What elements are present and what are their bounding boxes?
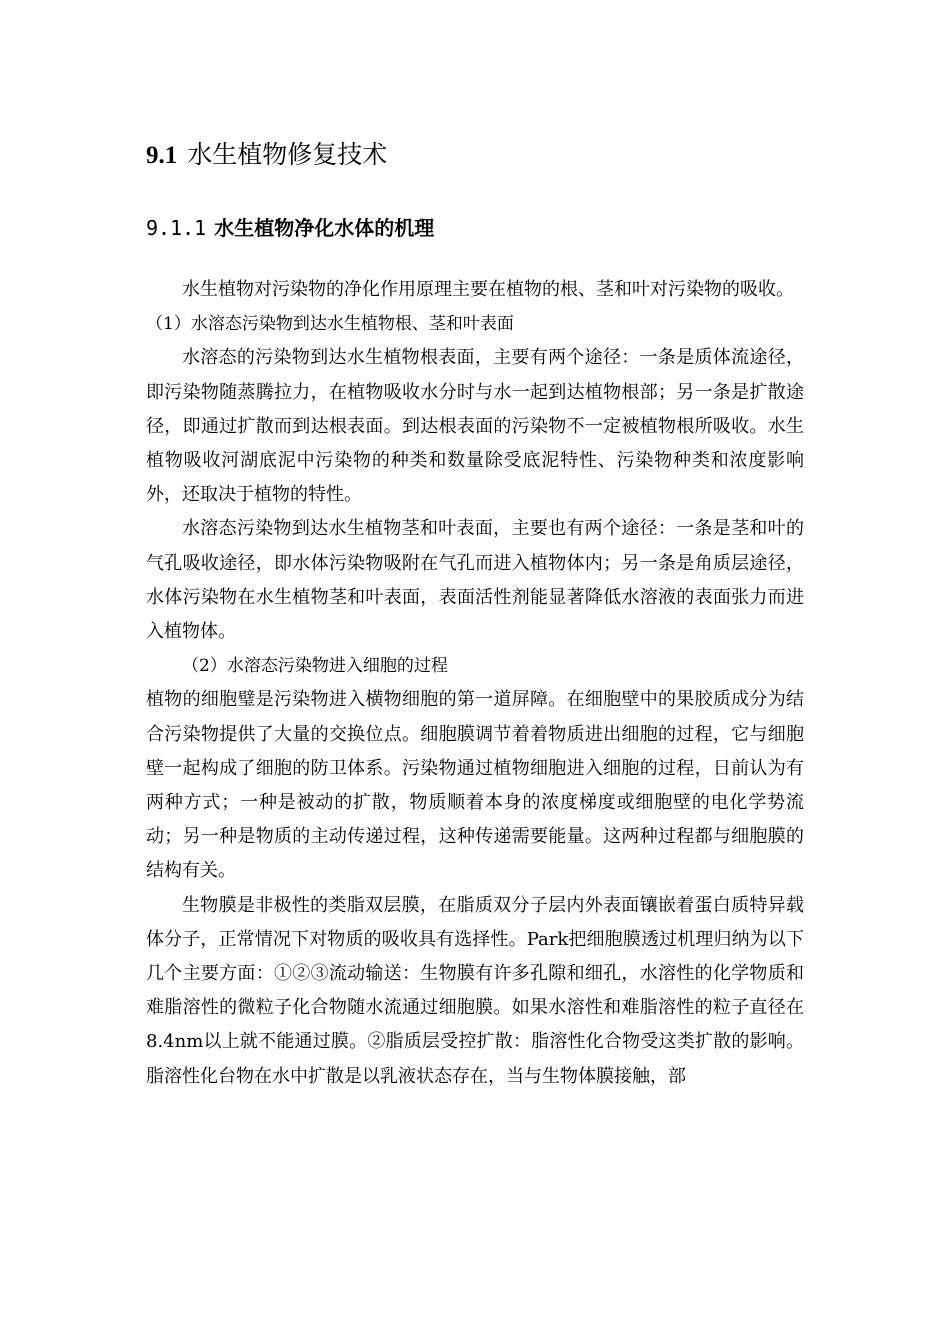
paragraph-root-surface: 水溶态的污染物到达水生植物根表面，主要有两个途径：一条是质体流途径，即污染物随蒸腾拉力，在植物吸收水分时与水一起到达植物根部；另一条是扩散途径，即通过扩散而到达根表面。到达根表面的污染物不一定被植物根所吸收。水生植物吸收河湖底泥中污染物的种类和数量除受底泥特性、污染物种类和浓度影响外，还取决于植物的特性。 <box>146 347 804 506</box>
subheading-2: （2）水溶态污染物进入细胞的过程 <box>182 656 448 677</box>
subsection-heading <box>146 213 434 243</box>
paragraph-cell-wall: 植物的细胞璧是污染物进入横物细胞的第一道屏障。在细胞壁中的果胶质成分为结合污染物提供了大量的交换位点。细胞膜调节着着物质进出细胞的过程，它与细胞壁一起构成了细胞的防卫体系。污染物通过植物细胞进入细胞的过程，日前认为有两种方式；一种是被动的扩散，物质顺着本身的浓度梯度或细胞壁的电化学势流动；另一种是物质的主动传递过程，这种传递需要能量。这两种过程都与细胞膜的结构有关。 <box>146 689 804 882</box>
paragraph-intro: 水生植物对污染物的净化作用原理主要在植物的根、茎和叶对污染物的吸收。 <box>182 279 794 300</box>
paragraph-stem-leaf-surface: 水溶态污染物到达水生植物茎和叶表面，主要也有两个途径：一条是茎和叶的气孔吸收途径，即水体污染物吸附在气孔而进入植物体内；另一条是角质层途径，水体污染物在水生植物茎和叶表面，表面活性剂能显著降低水溶液的表面张力而进入植物体。 <box>146 518 804 643</box>
subsection-number: 9.1.1 <box>146 216 207 240</box>
subsection-title: 水生植物净化水体的机理 <box>214 216 435 240</box>
section-heading <box>146 138 387 173</box>
paragraph-biomembrane: 生物膜是非极性的类脂双层膜，在脂质双分子层内外表面镶嵌着蛋白质特异载体分子，正常情况下对物质的吸收具有选择性。Park把细胞膜透过机理归纳为以下几个主要方面：①②③流动输送：生物膜有许多孔隙和细孔，水溶性的化学物质和难脂溶性的微粒子化合物随水流通过细胞膜。如果水溶性和难脂溶性的粒子直径在8.4nm以上就不能通过膜。②脂质层受控扩散：脂溶性化合物受这类扩散的影响。脂溶性化台物在水中扩散是以乳液状态存在，当与生物体膜接触，部 <box>146 894 804 1087</box>
section-number: 9.1 <box>146 142 178 169</box>
section-title: 水生植物修复技术 <box>187 140 388 169</box>
body-text <box>146 273 804 1094</box>
subheading-1: （1）水溶态污染物到达水生植物根、茎和叶表面 <box>146 314 514 335</box>
